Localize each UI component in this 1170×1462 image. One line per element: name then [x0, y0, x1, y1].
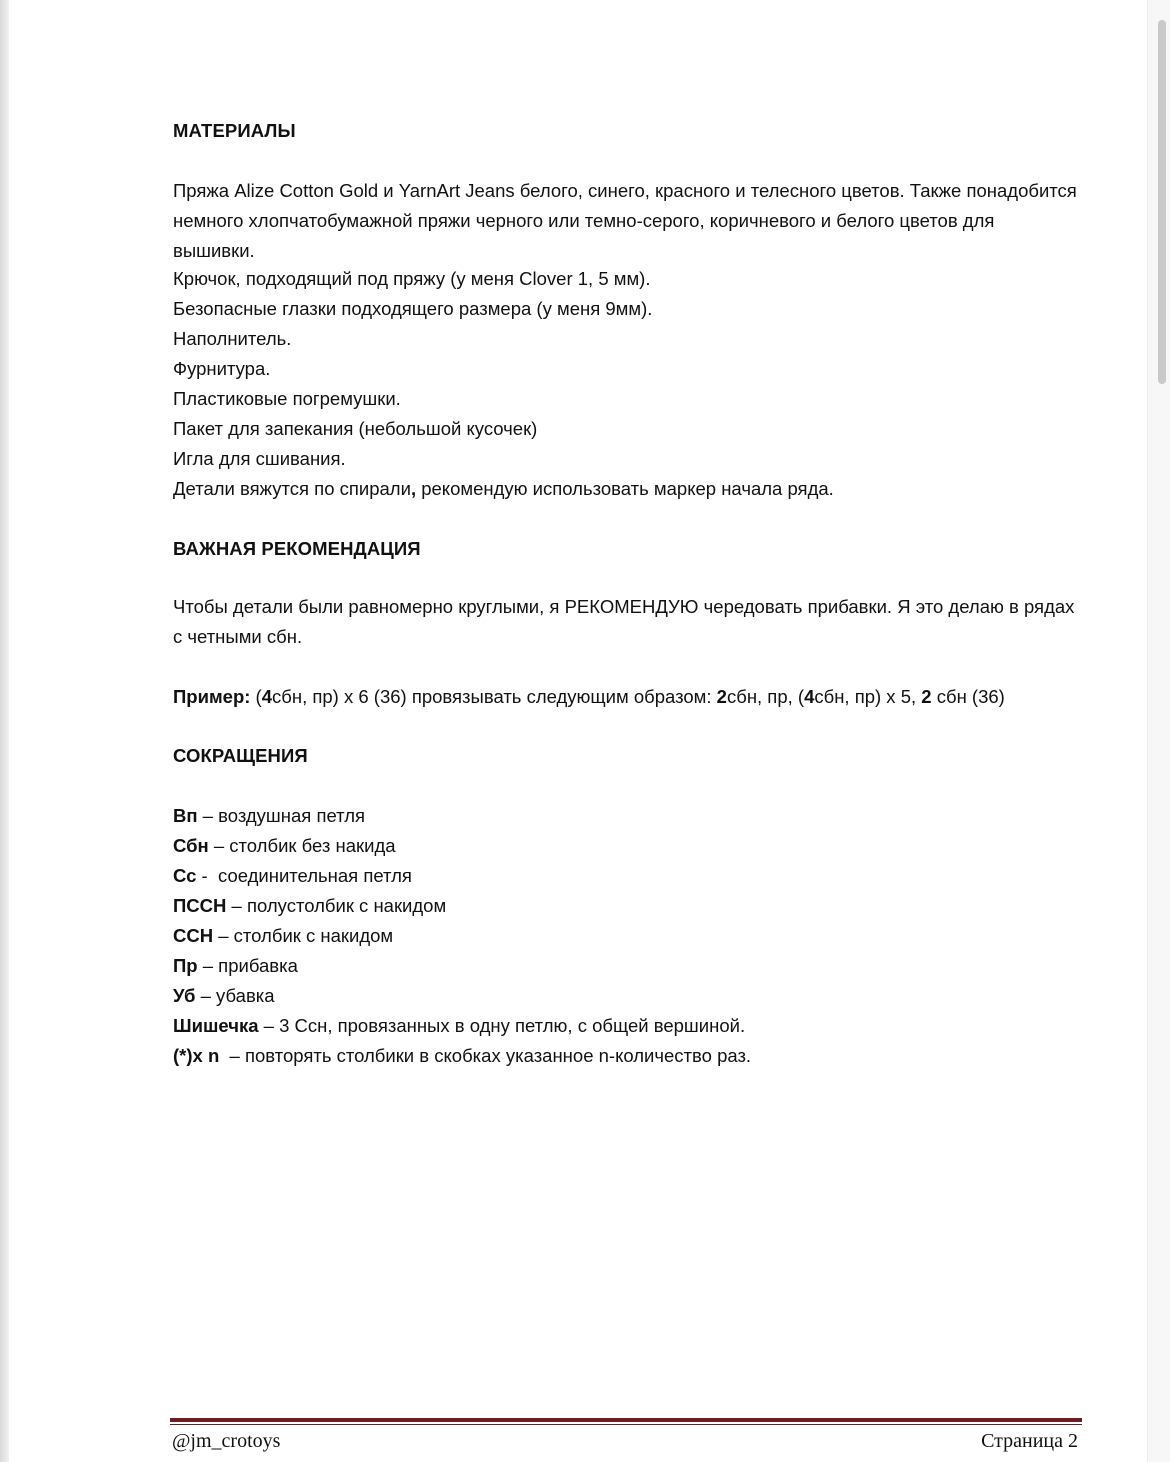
- abbreviation-item: [173, 1011, 745, 1041]
- footer-handle: @jm_crotoys: [172, 1430, 281, 1452]
- abbreviation-definition: – прибавка: [197, 955, 298, 976]
- materials-item: Безопасные глазки подходящего размера (у меня 9мм).: [173, 298, 653, 319]
- spiral-note-comma: ,: [410, 478, 417, 499]
- abbreviation-term: (*)х n: [173, 1045, 220, 1066]
- abbreviation-term: ПССН: [173, 895, 227, 916]
- abbreviation-item: [173, 891, 446, 921]
- recommendation-paragraph: Чтобы детали были равномерно круглыми, я РЕКОМЕНДУЮ чередовать прибавки. Я это делаю в рядах с четными сбн.: [173, 596, 1075, 647]
- example-line: [173, 682, 1005, 712]
- materials-item: Наполнитель.: [173, 328, 292, 349]
- example-text: сбн, пр) х 6 (36) провязывать следующим образом:: [272, 686, 717, 707]
- abbreviation-term: Вп: [173, 805, 198, 826]
- spiral-note-text: Детали вяжутся по спирали: [173, 478, 411, 499]
- abbreviation-term: Сбн: [173, 835, 209, 856]
- abbreviation-item: [173, 921, 393, 951]
- scrollbar-thumb[interactable]: [1158, 20, 1166, 384]
- example-text: сбн, пр, (: [726, 686, 805, 707]
- materials-heading: МАТЕРИАЛЫ: [173, 120, 296, 141]
- example-text: (: [250, 686, 262, 707]
- abbreviation-definition: – повторять столбики в скобках указанное n-количество раз.: [219, 1045, 752, 1066]
- abbreviation-definition: – убавка: [195, 985, 275, 1006]
- abbreviation-definition: – полустолбик с накидом: [226, 895, 447, 916]
- abbreviation-definition: - соединительная петля: [196, 865, 412, 886]
- materials-item: Фурнитура.: [173, 358, 271, 379]
- materials-item: Пластиковые погремушки.: [173, 388, 401, 409]
- abbreviation-item: [173, 951, 298, 981]
- recommendation-heading: ВАЖНАЯ РЕКОМЕНДАЦИЯ: [173, 538, 421, 559]
- materials-item: Игла для сшивания.: [173, 448, 346, 469]
- materials-item: Крючок, подходящий под пряжу (у меня Clover 1, 5 мм).: [173, 268, 651, 289]
- abbreviation-definition: – столбик с накидом: [213, 925, 394, 946]
- abbreviation-definition: – столбик без накида: [208, 835, 396, 856]
- materials-paragraph: Пряжа Alize Cotton Gold и YarnArt Jeans белого, синего, красного и телесного цветов. Также понадобится немного хлопчатобумажной пряжи черного или темно-серого, коричневого и белого цветов для вышивки.: [173, 180, 1077, 261]
- abbreviation-item: [173, 861, 412, 891]
- abbreviation-term: Уб: [173, 985, 196, 1006]
- vertical-scrollbar[interactable]: [1147, 0, 1170, 1462]
- abbreviation-item: [173, 981, 275, 1011]
- example-bold: 4: [261, 686, 273, 707]
- example-bold: 4: [804, 686, 815, 707]
- abbreviation-item: [173, 831, 396, 861]
- abbreviation-term: Сс: [173, 865, 197, 886]
- abbreviation-definition: – воздушная петля: [197, 805, 366, 826]
- footer-rule-thin: [170, 1424, 1082, 1425]
- abbreviations-heading: СОКРАЩЕНИЯ: [173, 745, 308, 766]
- page-left-edge: [0, 0, 9, 1462]
- spiral-note: [173, 474, 834, 504]
- spiral-note-text: рекомендую использовать маркер начала ряда.: [416, 478, 834, 499]
- abbreviation-item: [173, 801, 365, 831]
- abbreviation-term: Пр: [173, 955, 198, 976]
- abbreviation-term: ССН: [173, 925, 214, 946]
- footer-rule: [170, 1418, 1082, 1422]
- abbreviation-definition: – 3 Ссн, провязанных в одну петлю, с общей вершиной.: [258, 1015, 746, 1036]
- abbreviation-item: [173, 1041, 751, 1071]
- example-label: Пример:: [173, 686, 251, 707]
- example-text: сбн (36): [931, 686, 1005, 707]
- materials-item: Пакет для запекания (небольшой кусочек): [173, 418, 538, 439]
- footer-page-number: Страница 2: [981, 1430, 1078, 1452]
- abbreviation-term: Шишечка: [173, 1015, 259, 1036]
- example-text: сбн, пр) х 5,: [814, 686, 922, 707]
- example-bold: 2: [921, 686, 932, 707]
- example-bold: 2: [716, 686, 727, 707]
